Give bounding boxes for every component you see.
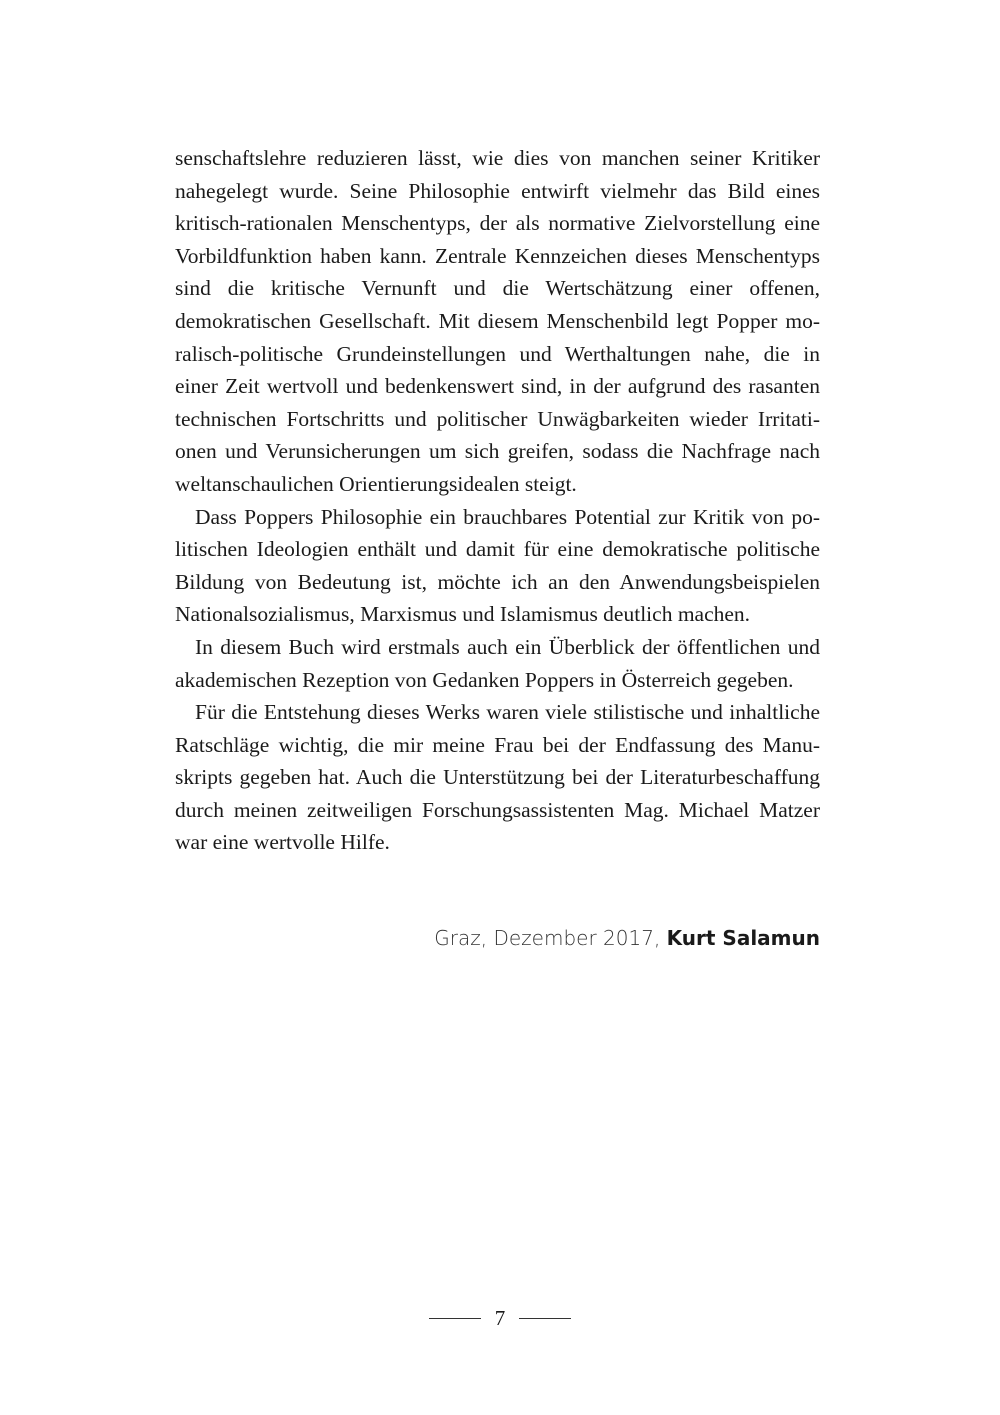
paragraph-continued: senschaftslehre reduzieren lässt, wie dies von manchen seiner Kritiker nahegelegt wurde. Seine Philosophie entwirft vielmehr das Bild eines kritisch-rationalen Menschentyps, der als normative Zielvorstellung eine Vorbildfunktion haben kann. Zentrale Kennzeichen dieses Menschentyps sind die kritische Vernunft und die Wertschätzung einer offenen, demokratischen Gesellschaft. Mit diesem Menschenbild legt Popper moralisch-politische Grundeinstellungen und Werthaltungen nahe, die in einer Zeit wertvoll und bedenkenswert sind, in der aufgrund des rasanten technischen Fortschritts und politischer Unwägbarkeiten wieder Irritationen und Verunsicherungen um sich greifen, sodass die Nachfrage nach weltanschaulichen Orientierungsidealen steigt.: [175, 146, 820, 496]
footer-rule-right: [519, 1318, 571, 1319]
footer-rule-left: [429, 1318, 481, 1319]
signature-place-date: Graz, Dezember 2017,: [434, 926, 667, 950]
page-footer: [0, 1304, 1000, 1332]
signature-author: Kurt Salamun: [666, 926, 820, 950]
paragraph-ideologies: Dass Poppers Philosophie ein brauchbares Potential zur Kritik von politischen Ideologien enthält und damit für eine demokratische politische Bildung von Bedeutung ist, möchte ich an den Anwendungsbeispielen Nationalsozialismus, Marxismus und Islamismus deutlich machen.: [175, 504, 820, 627]
paragraph-reception: In diesem Buch wird erstmals auch ein Überblick der öffentlichen und akademischen Rezeption von Gedanken Poppers in Österreich gegeben.: [175, 634, 820, 692]
page-number: 7: [494, 1306, 506, 1330]
signature: [434, 922, 820, 954]
body-text: [175, 142, 820, 859]
paragraph-acknowledgements: Für die Entstehung dieses Werks waren viele stilistische und inhaltliche Ratschläge wichtig, die mir meine Frau bei der Endfassung des Manuskripts gegeben hat. Auch die Unterstützung bei der Literaturbeschaffung durch meinen zeitweiligen Forschungsassistenten Mag. Michael Matzer war eine wertvolle Hilfe.: [175, 700, 820, 855]
